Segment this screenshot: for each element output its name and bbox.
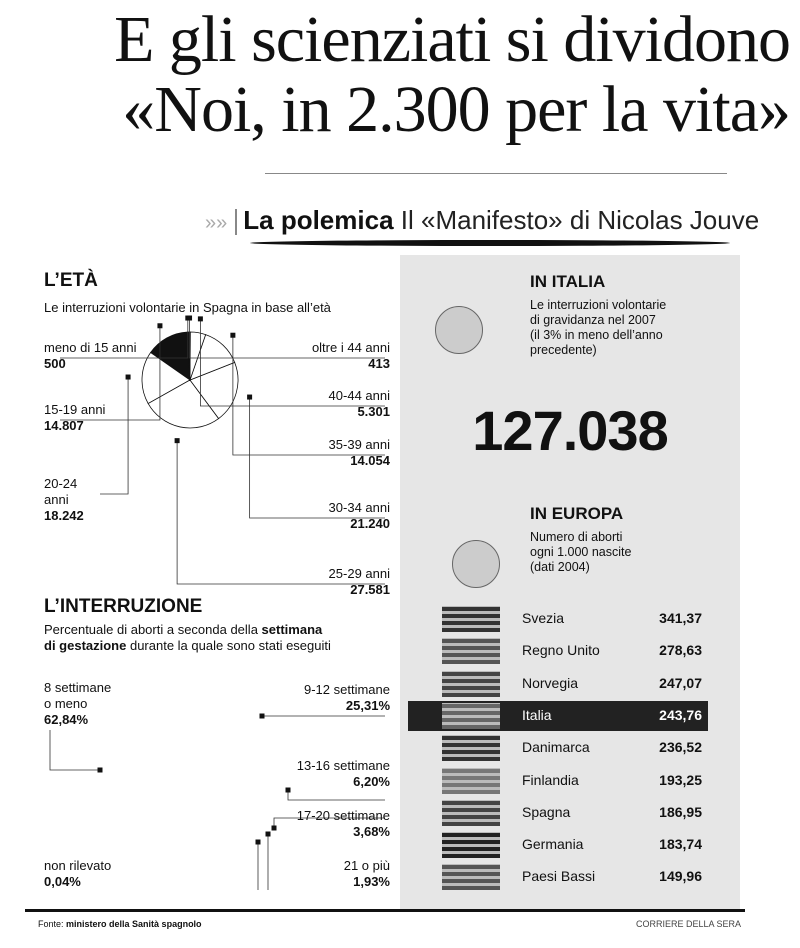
section-title-interruzione: L’INTERRUZIONE [44,596,203,617]
subhead-label: La polemica [243,205,394,235]
table-value: 247,07 [659,674,702,691]
italia-big-number: 127.038 [472,399,668,462]
tick-label: 8 settimane [44,680,112,695]
note-line: (dati 2004) [530,560,590,574]
tick-label: non rilevato [44,858,112,873]
data-label: 21.240 [350,516,390,531]
subhead-text: Il «Manifesto» di Nicolas Jouve [400,205,760,235]
data-label: 18.242 [44,508,84,523]
leader-dot [260,714,265,719]
leader-dot [230,333,235,338]
pie-label [230,566,390,598]
country-name: Regno Unito [522,642,600,659]
europa-title: IN EUROPA [530,504,624,523]
data-label: 5.301 [357,404,390,419]
pie-label [230,858,390,890]
tick-label: meno di 15 anni [44,340,137,355]
pie-label [44,858,174,890]
country-name: Finlandia [522,771,579,788]
pie-label [230,682,390,714]
italia-title: IN ITALIA [530,272,606,291]
country-name: Paesi Bassi [522,868,596,885]
tick-label: 17-20 settimane [296,808,390,823]
leader-dot [98,768,103,773]
note-line: precedente) [530,343,597,357]
data-label: 0,04% [44,874,81,889]
table-value: 149,96 [659,868,702,885]
pie-label [230,808,390,840]
leader-line [50,730,100,770]
tick-label: o meno [44,696,88,711]
data-label: 62,84% [44,712,89,727]
note-line: ogni 1.000 nascite [530,545,632,559]
pie-label [230,500,390,532]
pie-label [44,680,174,728]
section-subtitle-eta: Le interruzioni volontarie in Spagna in base all’età [44,300,331,315]
pie-label [44,340,204,372]
country-name: Italia [522,706,552,723]
table-value: 341,37 [659,610,702,626]
note-line: Le interruzioni volontarie [530,298,667,312]
pie-label [44,402,164,434]
data-label: 6,20% [353,774,390,789]
table-value: 186,95 [659,803,702,820]
subtitle-bold: di gestazione [44,638,127,653]
double-arrow-icon: »» [205,212,228,234]
leader-dot [126,375,131,380]
source-label: Fonte: [38,919,64,929]
tick-label: 25-29 anni [328,566,390,581]
country-name: Svezia [522,610,565,626]
table-value: 278,63 [659,642,702,659]
tick-label: 15-19 anni [44,402,106,417]
pie-label [44,476,124,524]
leader-line [288,790,385,800]
tick-label: 9-12 settimane [304,682,390,697]
tick-label: 13-16 settimane [296,758,390,773]
note-line: Numero di aborti [530,530,623,544]
country-name: Germania [522,836,584,853]
credit: CORRIERE DELLA SERA [636,919,742,929]
tick-label: oltre i 44 anni [311,340,390,355]
note-line: (il 3% in meno dell’anno [530,328,663,342]
data-label: 413 [368,356,390,371]
leader-dot [175,438,180,443]
leader-dot [187,316,192,321]
section-title-eta: L’ETÀ [44,270,98,291]
data-label: 25,31% [345,698,390,713]
tick-label: 21 o più [343,858,390,873]
headline-line-1: E gli scienziati si dividono [114,3,790,76]
footer-rule [25,909,745,912]
subtitle-text: durante la quale sono stati eseguiti [126,638,331,653]
source [38,919,202,929]
table-value: 183,74 [659,836,702,853]
table-value: 193,25 [659,771,702,788]
headline-line-2: «Noi, in 2.300 per la vita» [122,73,790,146]
subtitle-bold: settimana [261,622,323,637]
tick-label: 40-44 anni [328,388,390,403]
leader-dot [198,316,203,321]
tick-label: anni [44,492,69,507]
pie-label [230,388,390,420]
tick-label: 30-34 anni [328,500,390,515]
tick-label: 20-24 [44,476,78,491]
data-label: 27.581 [350,582,390,597]
country-name: Spagna [522,803,571,820]
leader-dot [256,840,261,845]
subtitle-text: Percentuale di aborti a seconda della [44,622,262,637]
data-label: 14.054 [350,453,390,468]
pie-label [230,340,390,372]
country-name: Danimarca [522,739,590,756]
data-label: 3,68% [353,824,390,839]
pie-label [230,758,390,790]
data-label: 1,93% [353,874,390,889]
note-line: di gravidanza nel 2007 [530,313,656,327]
table-value: 236,52 [659,739,702,756]
data-label: 500 [44,356,66,371]
pie-label [230,437,390,469]
leader-dot [157,323,162,328]
table-value: 243,76 [659,706,702,723]
data-label: 14.807 [44,418,84,433]
source-text: ministero della Sanità spagnolo [66,919,202,929]
tick-label: 35-39 anni [328,437,390,452]
country-name: Norvegia [522,674,579,691]
